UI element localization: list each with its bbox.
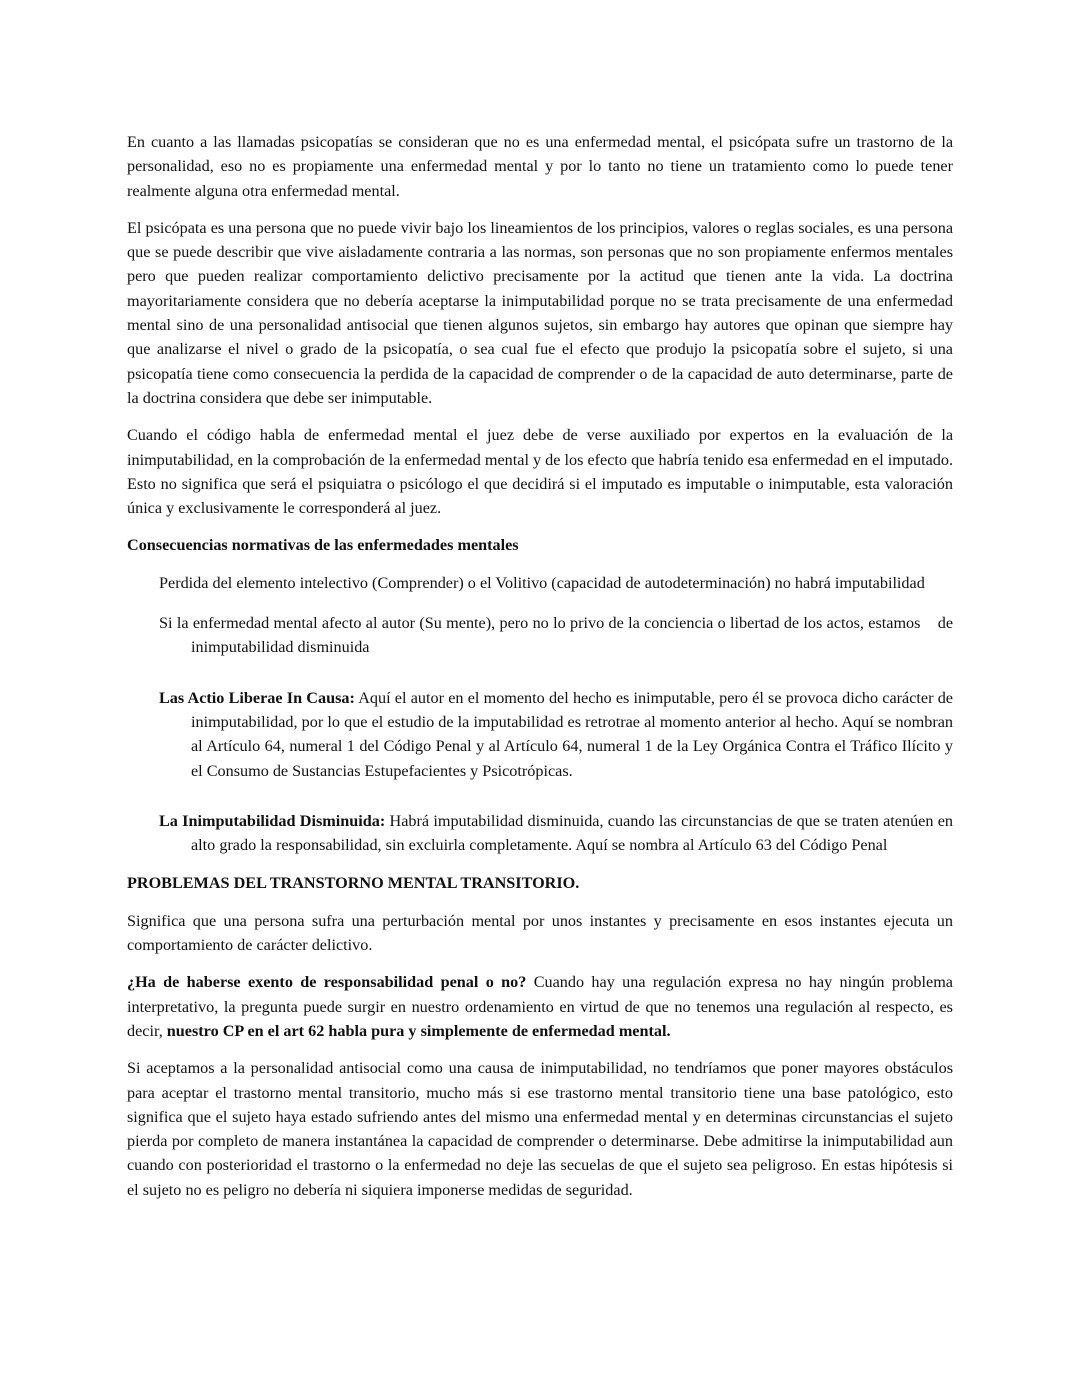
list-item-inimputabilidad-disminuida [159, 809, 953, 858]
paragraph-perturbacion: Significa que una persona sufra una perturbación mental por unos instantes y precisamente en esos instantes ejecuta un comportamiento de carácter delictivo. [127, 911, 953, 955]
section-heading-consecuencias: Consecuencias normativas de las enfermedades mentales [127, 536, 519, 555]
paragraph-exento-responsabilidad [127, 970, 953, 1043]
list-item-text: Habrá imputabilidad disminuida, cuando las circunstancias de que se traten atenúen en alto grado la responsabilidad, sin excluirla completamente. Aquí se nombra al Artículo 63 del Código Penal [191, 811, 953, 855]
list-item-actio-liberae [159, 686, 953, 783]
paragraph-psicopata: El psicópata es una persona que no puede vivir bajo los lineamientos de los principios, valores o reglas sociales, es una persona que se puede describir que vive aisladamente contraria a las normas, son personas que no son propiamente enfermos mentales pero que pueden realizar comportamiento delictivo precisamente por la actitud que tienen ante la vida. La doctrina mayoritariamente considera que no debería aceptarse la inimputabilidad porque no se trata precisamente de una enfermedad mental sino de una personalidad antisocial que tienen algunos sujetos, sin embargo hay autores que opinan que siempre hay que analizarse el nivel o grado de la psicopatía, o sea cual fue el efecto que produjo la psicopatía sobre el sujeto, si una psicopatía tiene como consecuencia la perdida de la capacidad de comprender o de la capacidad de auto determinarse, parte de la doctrina considera que debe ser inimputable. [127, 218, 953, 407]
list-item-enfermedad-afecto: Si la enfermedad mental afecto al autor (Su mente), pero no lo privo de la conciencia o libertad de los actos, estamos de inimputabilidad disminuida [159, 614, 958, 657]
list-item-label: Las Actio Liberae In Causa: [159, 688, 355, 707]
section-heading-transtorno: PROBLEMAS DEL TRANSTORNO MENTAL TRANSITORIO. [127, 874, 580, 893]
emphasis-text: nuestro CP en el art 62 habla pura y simplemente de enfermedad mental. [166, 1021, 671, 1040]
list-item-label: La Inimputabilidad Disminuida: [159, 811, 386, 830]
document-page [127, 130, 958, 1202]
paragraph-psicopatias: En cuanto a las llamadas psicopatías se consideran que no es una enfermedad mental, el psicópata sufre un trastorno de la personalidad, eso no es propiamente una enfermedad mental y por lo tanto no tiene un tratamiento como lo puede tener realmente alguna otra enfermedad mental. [127, 133, 953, 200]
paragraph-codigo-enfermedad-mental: Cuando el código habla de enfermedad mental el juez debe de verse auxiliado por expertos en la evaluación de la inimputabilidad, en la comprobación de la enfermedad mental y de los efecto que habría tenido esa enfermedad en el imputado. Esto no significa que será el psiquiatra o psicólogo el que decidirá si el imputado es imputable o inimputable, esta valoración única y exclusivamente le corresponderá al juez. [127, 426, 953, 518]
question-text: ¿Ha de haberse exento de responsabilidad penal o no? [127, 973, 527, 992]
paragraph-text: Cuando hay una regulación expresa no hay ningún problema interpretativo, la pregunta puede surgir en nuestro ordenamiento en virtud de que no tenemos una regulación al respecto, es decir, [127, 973, 953, 1040]
paragraph-personalidad-antisocial: Si aceptamos a la personalidad antisocial como una causa de inimputabilidad, no tendríamos que poner mayores obstáculos para aceptar el trastorno mental transitorio, mucho más si ese trastorno mental transitorio tiene una base patológico, esto significa que el sujeto haya estado sufriendo antes del mismo una enfermedad mental y en determinas circunstancias el sujeto pierda por completo de manera instantánea la capacidad de comprender o determinarse. Debe admitirse la inimputabilidad aun cuando con posterioridad el trastorno o la enfermedad no deje las secuelas de que el sujeto sea peligroso. En estas hipótesis si el sujeto no es peligro no debería ni siquiera imponerse medidas de seguridad. [127, 1059, 953, 1199]
list-item-text: Aquí el autor en el momento del hecho es inimputable, pero él se provoca dicho carácter de inimputabilidad, por lo que el estudio de la imputabilidad es retrotrae al momento anterior al hecho. Aquí se nombran al Artículo 64, numeral 1 del Código Penal y al Artículo 64, numeral 1 de la Ley Orgánica Contra el Tráfico Ilícito y el Consumo de Sustancias Estupefacientes y Psicotrópicas. [191, 688, 953, 780]
list-item-perdida: Perdida del elemento intelectivo (Comprender) o el Volitivo (capacidad de autodeterminación) no habrá imputabilidad [159, 573, 925, 592]
